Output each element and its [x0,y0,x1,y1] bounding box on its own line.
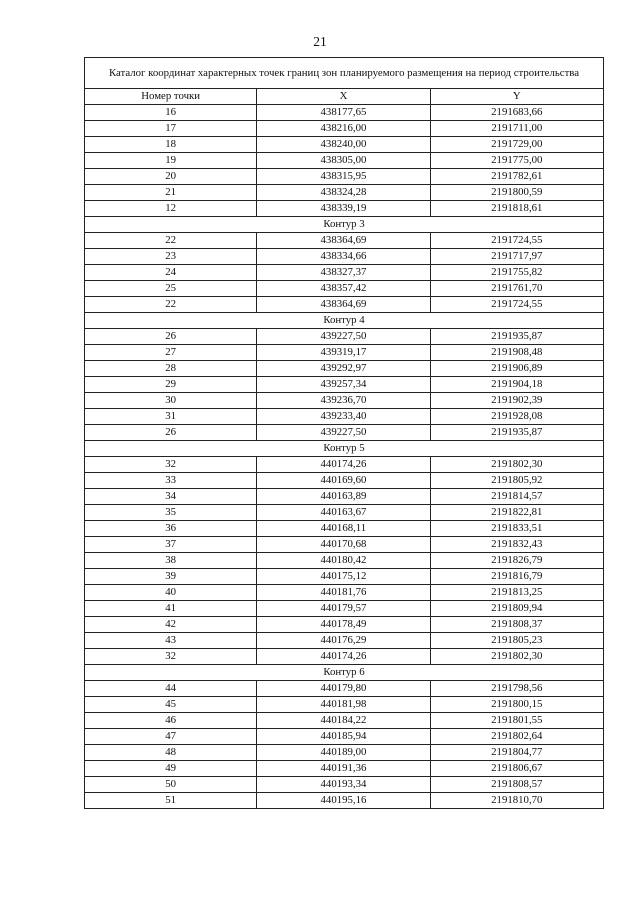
title-row [85,58,604,89]
x-coordinate-cell: 438364,69 [257,297,430,313]
page-number: 21 [313,34,327,49]
x-coordinate-cell: 440181,98 [257,697,430,713]
point-number-cell: 41 [85,601,257,617]
y-coordinate-cell: 2191805,92 [430,473,603,489]
x-coordinate-cell: 440184,22 [257,713,430,729]
y-coordinate-cell: 2191833,51 [430,521,603,537]
point-number-cell: 36 [85,521,257,537]
point-number-cell: 37 [85,537,257,553]
table-row [85,553,604,569]
contour-row [85,441,604,457]
table-row [85,793,604,809]
y-coordinate-cell: 2191798,56 [430,681,603,697]
table-row [85,105,604,121]
catalog-body [85,58,604,809]
x-coordinate-cell: 440169,60 [257,473,430,489]
table-row [85,265,604,281]
table-row [85,681,604,697]
table-row [85,505,604,521]
table-row [85,281,604,297]
x-coordinate-cell: 440179,57 [257,601,430,617]
table-row [85,761,604,777]
y-coordinate-cell: 2191800,15 [430,697,603,713]
y-coordinate-cell: 2191935,87 [430,329,603,345]
y-coordinate-cell: 2191906,89 [430,361,603,377]
point-number-cell: 24 [85,265,257,281]
point-number-cell: 26 [85,329,257,345]
x-coordinate-cell: 440178,49 [257,617,430,633]
point-number-cell: 32 [85,457,257,473]
point-number-cell: 31 [85,409,257,425]
x-coordinate-cell: 438177,65 [257,105,430,121]
point-number-cell: 29 [85,377,257,393]
y-coordinate-cell: 2191904,18 [430,377,603,393]
x-coordinate-cell: 438357,42 [257,281,430,297]
point-number-cell: 35 [85,505,257,521]
x-coordinate-cell: 440163,89 [257,489,430,505]
point-number-cell: 25 [85,281,257,297]
point-number-cell: 19 [85,153,257,169]
y-coordinate-cell: 2191928,08 [430,409,603,425]
y-coordinate-cell: 2191832,43 [430,537,603,553]
x-coordinate-cell: 438240,00 [257,137,430,153]
x-coordinate-cell: 438324,28 [257,185,430,201]
y-coordinate-cell: 2191808,37 [430,617,603,633]
table-row [85,345,604,361]
table-row [85,425,604,441]
x-coordinate-cell: 439292,97 [257,361,430,377]
table-row [85,137,604,153]
point-number-cell: 30 [85,393,257,409]
y-coordinate-cell: 2191802,30 [430,457,603,473]
y-coordinate-cell: 2191775,00 [430,153,603,169]
point-number-cell: 46 [85,713,257,729]
y-coordinate-cell: 2191902,39 [430,393,603,409]
table-row [85,601,604,617]
y-coordinate-cell: 2191805,23 [430,633,603,649]
point-number-cell: 47 [85,729,257,745]
y-coordinate-cell: 2191801,55 [430,713,603,729]
x-coordinate-cell: 440179,80 [257,681,430,697]
table-row [85,585,604,601]
table-row [85,537,604,553]
header-x: X [257,89,430,105]
point-number-cell: 40 [85,585,257,601]
x-coordinate-cell: 438327,37 [257,265,430,281]
x-coordinate-cell: 440181,76 [257,585,430,601]
x-coordinate-cell: 440185,94 [257,729,430,745]
table-row [85,697,604,713]
table-row [85,393,604,409]
x-coordinate-cell: 438364,69 [257,233,430,249]
y-coordinate-cell: 2191782,61 [430,169,603,185]
point-number-cell: 49 [85,761,257,777]
point-number-cell: 45 [85,697,257,713]
x-coordinate-cell: 440163,67 [257,505,430,521]
y-coordinate-cell: 2191816,79 [430,569,603,585]
y-coordinate-cell: 2191755,82 [430,265,603,281]
table-row [85,169,604,185]
y-coordinate-cell: 2191822,81 [430,505,603,521]
point-number-cell: 33 [85,473,257,489]
y-coordinate-cell: 2191908,48 [430,345,603,361]
table-row [85,649,604,665]
point-number-cell: 23 [85,249,257,265]
point-number-cell: 12 [85,201,257,217]
point-number-cell: 50 [85,777,257,793]
point-number-cell: 20 [85,169,257,185]
x-coordinate-cell: 438315,95 [257,169,430,185]
x-coordinate-cell: 440176,29 [257,633,430,649]
y-coordinate-cell: 2191802,30 [430,649,603,665]
x-coordinate-cell: 438339,19 [257,201,430,217]
y-coordinate-cell: 2191761,70 [430,281,603,297]
point-number-cell: 18 [85,137,257,153]
table-row [85,489,604,505]
y-coordinate-cell: 2191724,55 [430,233,603,249]
y-coordinate-cell: 2191800,59 [430,185,603,201]
y-coordinate-cell: 2191806,67 [430,761,603,777]
contour-label: Контур 4 [85,313,604,329]
y-coordinate-cell: 2191814,57 [430,489,603,505]
x-coordinate-cell: 438216,00 [257,121,430,137]
point-number-cell: 42 [85,617,257,633]
contour-label: Контур 5 [85,441,604,457]
y-coordinate-cell: 2191826,79 [430,553,603,569]
table-row [85,777,604,793]
table-row [85,153,604,169]
coordinate-catalog-table [84,57,604,809]
table-row [85,377,604,393]
y-coordinate-cell: 2191813,25 [430,585,603,601]
x-coordinate-cell: 440168,11 [257,521,430,537]
point-number-cell: 43 [85,633,257,649]
y-coordinate-cell: 2191810,70 [430,793,603,809]
x-coordinate-cell: 439319,17 [257,345,430,361]
point-number-cell: 26 [85,425,257,441]
contour-row [85,217,604,233]
point-number-cell: 48 [85,745,257,761]
point-number-cell: 22 [85,233,257,249]
x-coordinate-cell: 438334,66 [257,249,430,265]
table-row [85,297,604,313]
header-y: Y [430,89,603,105]
contour-row [85,313,604,329]
table-row [85,185,604,201]
point-number-cell: 17 [85,121,257,137]
x-coordinate-cell: 440191,36 [257,761,430,777]
point-number-cell: 21 [85,185,257,201]
x-coordinate-cell: 440174,26 [257,649,430,665]
y-coordinate-cell: 2191724,55 [430,297,603,313]
y-coordinate-cell: 2191808,57 [430,777,603,793]
point-number-cell: 22 [85,297,257,313]
y-coordinate-cell: 2191711,00 [430,121,603,137]
table-row [85,745,604,761]
x-coordinate-cell: 440195,16 [257,793,430,809]
y-coordinate-cell: 2191809,94 [430,601,603,617]
table-row [85,569,604,585]
table-row [85,329,604,345]
x-coordinate-cell: 440174,26 [257,457,430,473]
table-row [85,633,604,649]
x-coordinate-cell: 440175,12 [257,569,430,585]
point-number-cell: 27 [85,345,257,361]
y-coordinate-cell: 2191818,61 [430,201,603,217]
point-number-cell: 39 [85,569,257,585]
table-row [85,729,604,745]
point-number-cell: 16 [85,105,257,121]
x-coordinate-cell: 440180,42 [257,553,430,569]
point-number-cell: 28 [85,361,257,377]
y-coordinate-cell: 2191683,66 [430,105,603,121]
table-row [85,409,604,425]
table-row [85,617,604,633]
x-coordinate-cell: 440189,00 [257,745,430,761]
contour-row [85,665,604,681]
table-row [85,457,604,473]
table-row [85,521,604,537]
y-coordinate-cell: 2191802,64 [430,729,603,745]
y-coordinate-cell: 2191804,77 [430,745,603,761]
x-coordinate-cell: 438305,00 [257,153,430,169]
x-coordinate-cell: 439233,40 [257,409,430,425]
table-row [85,249,604,265]
contour-label: Контур 6 [85,665,604,681]
y-coordinate-cell: 2191935,87 [430,425,603,441]
point-number-cell: 38 [85,553,257,569]
table-row [85,201,604,217]
header-row [85,89,604,105]
table-title: Каталог координат характерных точек границ зон планируемого размещения на период строительства [85,58,604,89]
point-number-cell: 34 [85,489,257,505]
contour-label: Контур 3 [85,217,604,233]
point-number-cell: 51 [85,793,257,809]
x-coordinate-cell: 440170,68 [257,537,430,553]
table-row [85,361,604,377]
x-coordinate-cell: 439257,34 [257,377,430,393]
x-coordinate-cell: 439236,70 [257,393,430,409]
header-point-number: Номер точки [85,89,257,105]
point-number-cell: 32 [85,649,257,665]
table-row [85,473,604,489]
x-coordinate-cell: 439227,50 [257,329,430,345]
point-number-cell: 44 [85,681,257,697]
table-row [85,233,604,249]
x-coordinate-cell: 439227,50 [257,425,430,441]
table-row [85,713,604,729]
table-row [85,121,604,137]
y-coordinate-cell: 2191729,00 [430,137,603,153]
y-coordinate-cell: 2191717,97 [430,249,603,265]
x-coordinate-cell: 440193,34 [257,777,430,793]
